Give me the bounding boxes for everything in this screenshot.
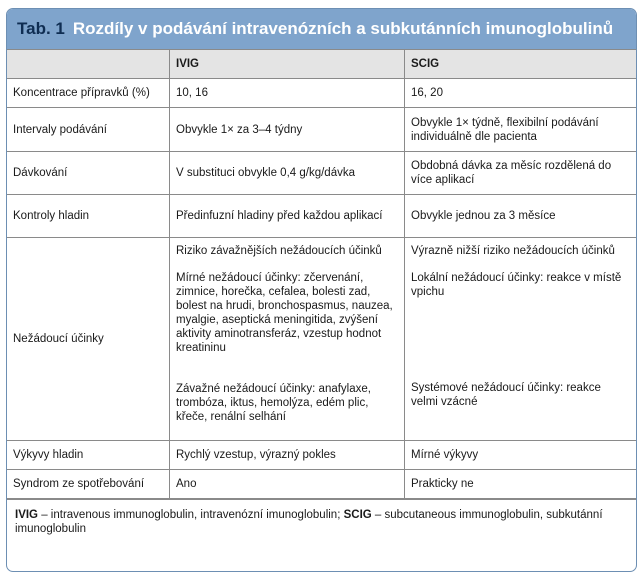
- table-row: [7, 108, 636, 152]
- table-footnote: [7, 499, 636, 544]
- table-row: [7, 195, 636, 238]
- ivig-cell: V substituci obvykle 0,4 g/kg/dávka: [170, 152, 405, 195]
- scig-systemic-text: Systémové nežádoucí účinky: reakce velmi vzácné: [411, 382, 601, 408]
- scig-risk-text: Výrazně nižší riziko nežádoucích účinků: [411, 245, 615, 257]
- header-ivig: IVIG: [170, 50, 405, 79]
- table-row: [7, 79, 636, 108]
- ivig-cell: Obvykle 1× za 3–4 týdny: [170, 108, 405, 152]
- footnote-abbr-scig: SCIG: [343, 509, 372, 521]
- table-row: [7, 441, 636, 470]
- adverse-effects-row: [7, 238, 636, 441]
- scig-cell: 16, 20: [405, 79, 637, 108]
- ivig-cell: Rychlý vzestup, výrazný pokles: [170, 441, 405, 470]
- ivig-cell: Ano: [170, 470, 405, 499]
- header-scig: SCIG: [405, 50, 637, 79]
- ivig-cell: 10, 16: [170, 79, 405, 108]
- footnote-text-ivig: – intravenous immunoglobulin, intravenózní imunoglobulin;: [38, 509, 344, 521]
- table-title-bar: [7, 9, 636, 49]
- ivig-severe-text: Závažné nežádoucí účinky: anafylaxe, trombóza, iktus, hemolýza, edém plic, křeče, renální selhání: [176, 383, 371, 423]
- row-label: Intervaly podávání: [7, 108, 170, 152]
- scig-local-text: Lokální nežádoucí účinky: reakce v místě vpichu: [411, 272, 622, 298]
- ivig-cell: Předinfuzní hladiny před každou aplikací: [170, 195, 405, 238]
- header-row: [7, 50, 636, 79]
- row-label: Syndrom ze spotřebování: [7, 470, 170, 499]
- scig-adverse-cell: [405, 238, 637, 441]
- scig-cell: Obvykle jednou za 3 měsíce: [405, 195, 637, 238]
- ivig-mild-text: Mírné nežádoucí účinky: zčervenání, zimnice, horečka, cefalea, bolesti zad, bolest na hrudi, bronchospasmus, nauzea, myalgie, aseptická meningitida, zvýšení aktivity aminotransferáz, vzestup hodnot kreatininu: [176, 272, 393, 354]
- table-row: [7, 152, 636, 195]
- table-title: Rozdíly v podávání intravenózních a subkutánních imunoglobulinů: [72, 19, 614, 38]
- ivig-adverse-cell: [170, 238, 405, 441]
- table-row: [7, 470, 636, 499]
- scig-cell: Mírné výkyvy: [405, 441, 637, 470]
- row-label: Výkyvy hladin: [7, 441, 170, 470]
- row-label: Koncentrace přípravků (%): [7, 79, 170, 108]
- footnote-abbr-ivig: IVIG: [15, 509, 39, 521]
- row-label: Kontroly hladin: [7, 195, 170, 238]
- scig-cell: Obvykle 1× týdně, flexibilní podávání individuálně dle pacienta: [405, 108, 637, 152]
- scig-cell: Obdobná dávka za měsíc rozdělená do více aplikací: [405, 152, 637, 195]
- ivig-risk-text: Riziko závažnějších nežádoucích účinků: [176, 245, 382, 257]
- row-label: Dávkování: [7, 152, 170, 195]
- header-empty: [7, 50, 170, 79]
- scig-cell: Prakticky ne: [405, 470, 637, 499]
- comparison-table: [7, 49, 636, 499]
- table-number: Tab. 1: [17, 19, 65, 38]
- footnote-text-scig: – subcutaneous immunoglobulin, subkutánní imunoglobulin: [15, 509, 603, 535]
- table-frame: [6, 8, 637, 572]
- row-label: Nežádoucí účinky: [7, 238, 170, 441]
